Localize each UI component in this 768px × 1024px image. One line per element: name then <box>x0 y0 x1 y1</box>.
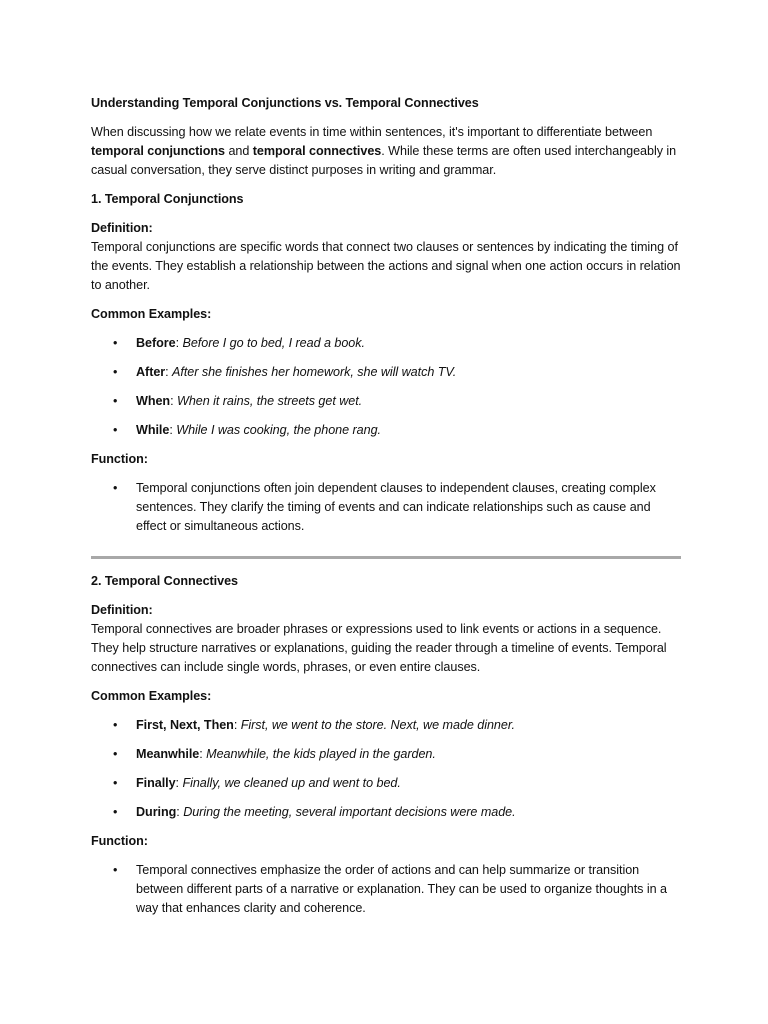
list-item <box>91 745 681 764</box>
intro-text-2: and <box>225 144 253 158</box>
section-divider <box>91 556 681 559</box>
function-list <box>91 861 681 918</box>
example-sentence: Meanwhile, the kids played in the garden. <box>206 747 436 761</box>
bullet-icon: • <box>113 747 118 761</box>
function-label: Function: <box>91 452 148 466</box>
examples-label: Common Examples: <box>91 689 212 703</box>
function-text: Temporal connectives emphasize the order of actions and can help summarize or transition between different parts of a narrative or explanation. They can be used to organize thoughts in a way that enhances clarity and coherence. <box>136 863 667 915</box>
list-item <box>91 363 681 382</box>
intro-text-3: . While these terms are often used interchangeably in casual conversation, they serve distinct purposes in writing and grammar. <box>91 144 677 177</box>
definition-block <box>91 601 681 677</box>
bullet-icon: • <box>113 336 118 350</box>
example-separator: : <box>165 365 173 379</box>
example-separator: : <box>199 747 207 761</box>
list-item <box>91 774 681 793</box>
example-sentence: After she finishes her homework, she will watch TV. <box>172 365 457 379</box>
example-term: While <box>136 423 170 437</box>
intro-bold-connectives: temporal connectives <box>252 144 382 158</box>
examples-list <box>91 334 681 440</box>
function-text: Temporal conjunctions often join dependent clauses to independent clauses, creating complex sentences. They clarify the timing of events and can indicate relationships such as cause and effect or simultaneous actions. <box>136 481 656 533</box>
section-connectives <box>91 572 681 918</box>
example-term: Meanwhile <box>136 747 200 761</box>
bullet-icon: • <box>113 718 118 732</box>
function-list <box>91 479 681 536</box>
example-separator: : <box>175 336 183 350</box>
example-separator: : <box>169 423 177 437</box>
bullet-icon: • <box>113 776 118 790</box>
definition-text: Temporal connectives are broader phrases or expressions used to link events or actions in a sequence. They help structure narratives or explanations, guiding the reader through a timeline of events. Temporal connectives can include single words, phrases, or even entire clauses. <box>91 622 667 674</box>
definition-block <box>91 219 681 295</box>
intro-text-1: When discussing how we relate events in time within sentences, it's important to differentiate between <box>91 125 653 139</box>
list-item <box>91 421 681 440</box>
bullet-icon: • <box>113 423 118 437</box>
bullet-icon: • <box>113 863 118 877</box>
definition-text: Temporal conjunctions are specific words that connect two clauses or sentences by indicating the timing of the events. They establish a relationship between the actions and signal when one action occurs in relation to another. <box>91 240 681 292</box>
example-sentence: When it rains, the streets get wet. <box>176 394 363 408</box>
bullet-icon: • <box>113 365 118 379</box>
document-page <box>91 86 681 928</box>
list-item <box>91 334 681 353</box>
definition-label: Definition: <box>91 221 153 235</box>
example-sentence: Finally, we cleaned up and went to bed. <box>182 776 401 790</box>
example-term: Before <box>136 336 176 350</box>
example-term: When <box>136 394 171 408</box>
section-conjunctions <box>91 190 681 536</box>
list-item <box>91 479 681 536</box>
function-label: Function: <box>91 834 148 848</box>
example-separator: : <box>233 718 241 732</box>
example-sentence: First, we went to the store. Next, we made dinner. <box>240 718 515 732</box>
example-separator: : <box>176 805 184 819</box>
section-heading: 2. Temporal Connectives <box>91 574 238 588</box>
example-separator: : <box>170 394 177 408</box>
bullet-icon: • <box>113 805 118 819</box>
example-term: Finally <box>136 776 176 790</box>
example-term: First, Next, Then <box>136 718 234 732</box>
example-sentence: While I was cooking, the phone rang. <box>176 423 381 437</box>
example-term: After <box>136 365 166 379</box>
intro-paragraph <box>91 123 681 180</box>
example-separator: : <box>175 776 183 790</box>
examples-list <box>91 716 681 822</box>
document-title: Understanding Temporal Conjunctions vs. Temporal Connectives <box>91 96 479 110</box>
example-sentence: Before I go to bed, I read a book. <box>182 336 365 350</box>
bullet-icon: • <box>113 481 118 495</box>
examples-label: Common Examples: <box>91 307 212 321</box>
list-item <box>91 861 681 918</box>
bullet-icon: • <box>113 394 118 408</box>
definition-label: Definition: <box>91 603 153 617</box>
list-item <box>91 392 681 411</box>
intro-bold-conjunctions: temporal conjunctions <box>91 144 225 158</box>
list-item <box>91 716 681 735</box>
list-item <box>91 803 681 822</box>
example-sentence: During the meeting, several important decisions were made. <box>183 805 516 819</box>
section-heading: 1. Temporal Conjunctions <box>91 192 244 206</box>
example-term: During <box>136 805 177 819</box>
